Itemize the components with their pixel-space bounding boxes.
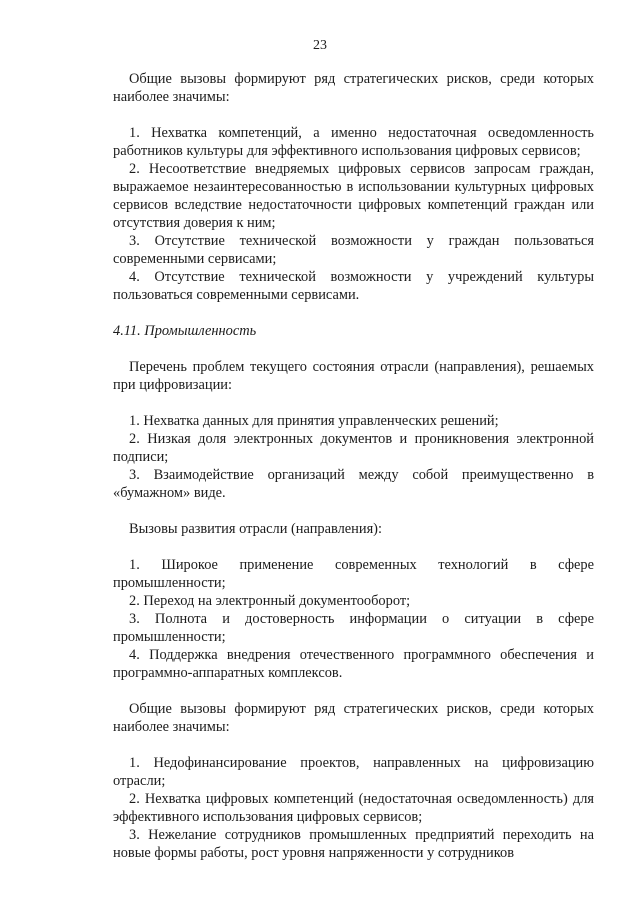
challenges-intro: Вызовы развития отрасли (направления): [129,521,382,537]
list-item: 3. Отсутствие технической возможности у граждан пользоваться современными сервисами; [113,233,594,267]
list-item: 2. Переход на электронный документооборот; [129,593,411,609]
list-item: 1. Нехватка данных для принятия управленческих решений; [129,413,499,429]
page-number: 23 [313,38,327,53]
list-item: 4. Поддержка внедрения отечественного программного обеспечения и программно-аппаратных комплексов. [113,647,594,681]
list-item: 4. Отсутствие технической возможности у учреждений культуры пользоваться современными сервисами. [113,269,594,303]
risks-culture-intro: Общие вызовы формируют ряд стратегических рисков, среди которых наиболее значимы: [113,71,594,105]
page-content [113,70,594,862]
list-item: 2. Нехватка цифровых компетенций (недостаточная осведомленность) для эффективного использования цифровых сервисов; [113,791,594,825]
problems-intro: Перечень проблем текущего состояния отрасли (направления), решаемых при цифровизации: [113,359,594,393]
list-item: 1. Широкое применение современных технологий в сфере промышленности; [113,557,594,591]
section-heading: 4.11. Промышленность [113,323,257,339]
list-item: 3. Взаимодействие организаций между собой преимущественно в «бумажном» виде. [113,467,594,501]
risks-intro: Общие вызовы формируют ряд стратегических рисков, среди которых наиболее значимы: [113,701,594,735]
list-item: 3. Нежелание сотрудников промышленных предприятий переходить на новые формы работы, рост уровня напряженности у сотрудников [113,827,594,861]
list-item: 1. Недофинансирование проектов, направленных на цифровизацию отрасли; [113,755,594,789]
list-item: 2. Несоответствие внедряемых цифровых сервисов запросам граждан, выражаемое незаинтересованностью в использовании культурных цифровых сервисов вследствие недостаточности цифровых компетенций граждан или отсутствия доверия к ним; [113,161,594,231]
list-item: 1. Нехватка компетенций, а именно недостаточная осведомленность работников культуры для эффективного использования цифровых сервисов; [113,125,594,159]
list-item: 2. Низкая доля электронных документов и проникновения электронной подписи; [113,431,594,465]
list-item: 3. Полнота и достоверность информации о ситуации в сфере промышленности; [113,611,594,645]
